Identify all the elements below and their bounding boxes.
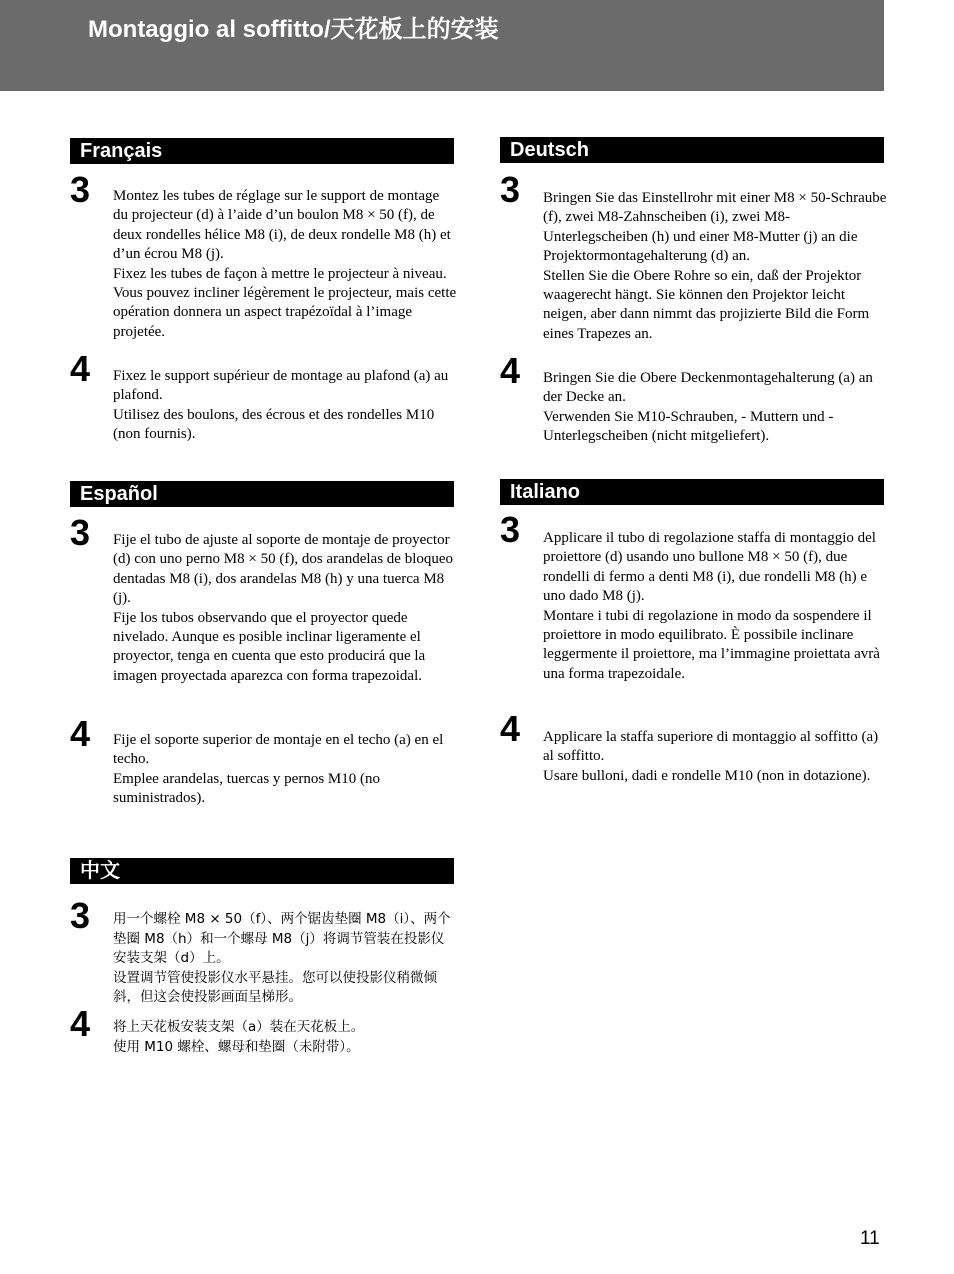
step-4-paragraph-2: Usare bulloni, dadi e rondelle M10 (non in dotazione).: [543, 767, 871, 784]
step-3-paragraph-1: Bringen Sie das Einstellrohr mit einer M8 × 50-Schraube (f), zwei M8-Zahnscheiben (i), zwei M8-Unterlegscheiben (h) und einer M8-Mutter (j) an die Projektormontagehalterung (d) an.: [543, 190, 887, 265]
page-number: 11: [860, 1228, 880, 1249]
section-heading-deutsch: Deutsch: [500, 137, 884, 163]
step-4-paragraph-1: Applicare la staffa superiore di montaggio al soffitto (a) al soffitto.: [543, 729, 879, 765]
step-4-text: [113, 731, 457, 809]
section-heading-italiano: Italiano: [500, 479, 884, 505]
section-heading-espanol: Español: [70, 481, 454, 507]
step-3-text: [543, 189, 889, 344]
step-4-paragraph-2: Utilisez des boulons, des écrous et des rondelles M10 (non fournis).: [113, 406, 435, 443]
step-3-paragraph-2: Stellen Sie die Obere Rohre so ein, daß der Projektor waagerecht hängt. Sie können den Projektor leicht neigen, aber dann nimmt das projizierte Bild die Form eines Trapezes an.: [543, 267, 870, 342]
step-4-paragraph-1: Fixez le support supérieur de montage au plafond (a) au plafond.: [113, 368, 449, 404]
step-number-3: 3: [70, 895, 91, 936]
step-3-paragraph-1: 用一个螺栓 M8 × 50（f）、两个锯齿垫圈 M8（i）、两个垫圈 M8（h）和一个螺母 M8（j）将调节管装在投影仪安装支架（d）上。: [113, 911, 451, 967]
step-4-text: [543, 369, 887, 447]
step-4-paragraph-1: Bringen Sie die Obere Deckenmontagehalterung (a) an der Decke an.: [543, 370, 873, 406]
step-3-paragraph-1: Applicare il tubo di regolazione staffa di montaggio del proiettore (d) usando uno bullone M8 × 50 (f), due rondelli di fermo a denti M8 (i), due rondelli M8 (h) e uno dado M8 (j).: [543, 530, 876, 605]
page-header: [0, 0, 884, 91]
section-heading-zhongwen: 中文: [70, 858, 454, 884]
step-number-3: 3: [500, 169, 521, 210]
step-number-4: 4: [500, 350, 521, 391]
step-3-text: [113, 531, 457, 686]
step-3-paragraph-2: Fije los tubos observando que el proyector quede nivelado. Aunque es posible inclinar ligeramente el proyector, tenga en cuenta que esto producirá que la imagen proyectada aparezca con forma trapezoidal.: [113, 609, 426, 684]
step-4-paragraph-2: 使用 M10 螺栓、螺母和垫圈（未附带）。: [113, 1038, 360, 1055]
step-number-3: 3: [70, 512, 91, 553]
step-number-3: 3: [500, 509, 521, 550]
step-3-text: [113, 910, 457, 1008]
step-number-4: 4: [70, 713, 91, 754]
step-3-paragraph-1: Fije el tubo de ajuste al soporte de montaje de proyector (d) con uno perno M8 × 50 (f), dos arandelas de bloqueo dentadas M8 (i), dos arandelas M8 (h) y una tuerca M8 (j).: [113, 532, 454, 607]
step-3-text: [543, 529, 889, 684]
step-number-3: 3: [70, 169, 91, 210]
step-3-paragraph-2: Montare i tubi di regolazione in modo da sospendere il proiettore in modo equilibrato. È possibile inclinare leggermente il proiettore, ma l’immagine proiettata avrà una forma trapezoidale.: [543, 607, 880, 682]
step-3-paragraph-1: Montez les tubes de réglage sur le support de montage du projecteur (d) à l’aide d’un boulon M8 × 50 (f), de deux rondelles hélice M8 (i), de deux rondelle M8 (h) et d’un écrou M8 (j).: [113, 188, 451, 263]
step-number-4: 4: [500, 708, 521, 749]
step-4-paragraph-2: Emplee arandelas, tuercas y pernos M10 (no suministrados).: [113, 770, 380, 807]
step-number-4: 4: [70, 1003, 91, 1044]
step-3-paragraph-2: Fixez les tubes de façon à mettre le projecteur à niveau. Vous pouvez incliner légèrement le projecteur, mais cette opération donnera un aspect trapézoïdal à l’image projetée.: [113, 265, 457, 340]
step-4-text: [113, 367, 457, 445]
step-4-paragraph-1: Fije el soporte superior de montaje en el techo (a) en el techo.: [113, 732, 444, 768]
step-3-text: [113, 187, 457, 342]
step-4-text: [543, 728, 887, 786]
step-4-paragraph-2: Verwenden Sie M10-Schrauben, - Muttern und - Unterlegscheiben (nicht mitgeliefert).: [543, 408, 834, 445]
step-number-4: 4: [70, 348, 91, 389]
step-3-paragraph-2: 设置调节管使投影仪水平悬挂。您可以使投影仪稍微倾斜，但这会使投影画面呈梯形。: [113, 969, 437, 1006]
page-title: Montaggio al soffitto/天花板上的安装: [88, 16, 499, 43]
step-4-text: [113, 1018, 457, 1057]
section-heading-francais: Français: [70, 138, 454, 164]
step-4-paragraph-1: 将上天花板安装支架（a）装在天花板上。: [113, 1019, 365, 1035]
